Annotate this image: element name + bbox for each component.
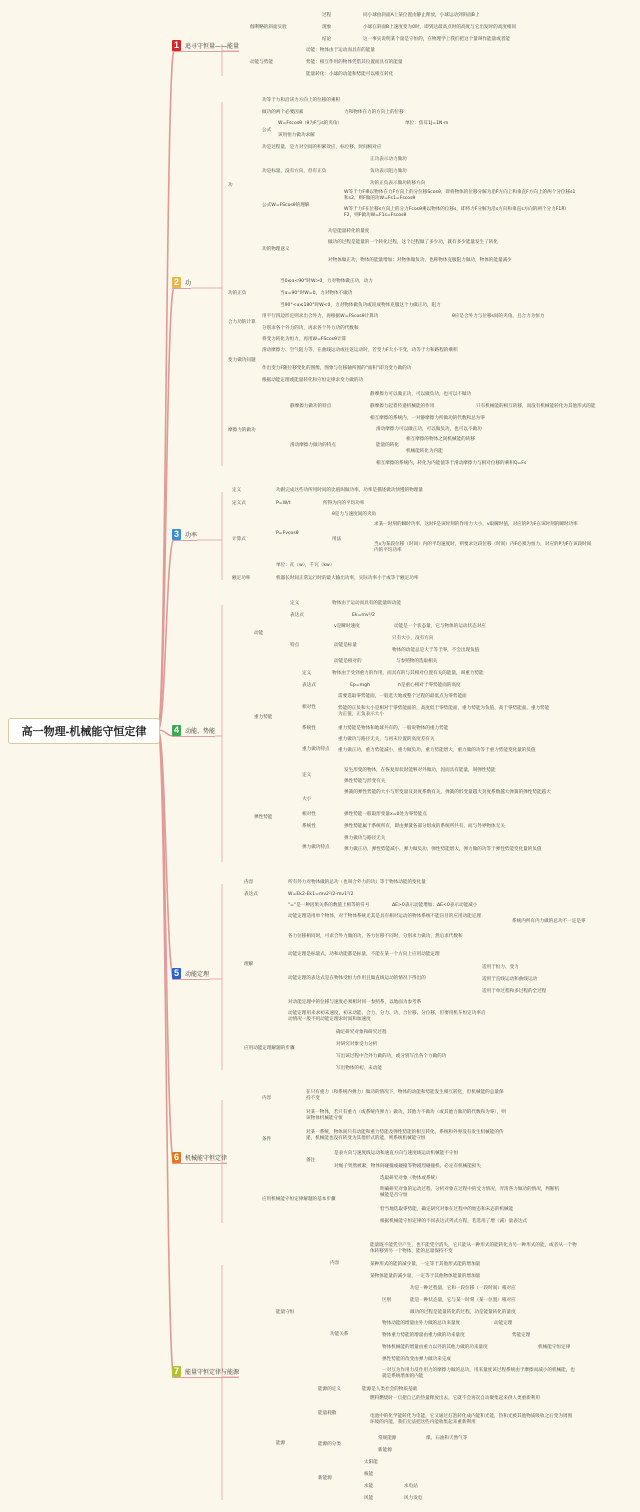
- node: 只有大小，没有方向: [392, 636, 434, 641]
- node: 动能定理适用单个物体，对于物体系统尤其是具有相对运动的物体系统不能盲目的应用动能定理: [288, 914, 481, 919]
- node: 过程: [322, 13, 332, 18]
- node: Ep=mgh: [350, 683, 370, 688]
- topic-number: 5: [173, 968, 179, 978]
- node: 功的正负表示做功转移方向: [370, 181, 426, 186]
- node: 重力势能: [254, 715, 273, 720]
- node: 能量既不能凭空产生，也不能凭空消失，它只能从一种形式的能转化为另一种形式的能，或者从一个物体转移到另一个物体，能的总量保持不变: [370, 1243, 577, 1254]
- node: 机器长时间正常运行时的最大输出功率，实际功率小于或等于额定功率: [276, 576, 419, 581]
- node: 这一事实说明某个量是守恒的，在物理学上我们把这个量叫作能量或者能: [363, 37, 511, 42]
- node: 动能与势能: [250, 60, 273, 65]
- topic-number: 4: [173, 725, 179, 735]
- node: 功等于力和沿该力方向上的位移的乘积: [262, 98, 341, 103]
- node: 功跟完成这些功所用时间的比值叫做功率，功率是描述做功快慢的物理量: [276, 488, 424, 493]
- topic-label: 功: [185, 279, 192, 287]
- node: 风能: [364, 1496, 374, 1501]
- node: 弹性势能: [254, 815, 273, 820]
- node: 发生形变的物体，在恢复原状时能够对外做功，因而具有能量，叫弹性势能: [344, 768, 496, 773]
- node: 物体由于运动而具有的能量叫动能: [332, 601, 401, 606]
- node: h是重心相对于零势能面的高度: [398, 683, 461, 688]
- node: 根据机械能守恒定律的不同表达式列式方程，若选用了增（减）量表达式: [380, 1219, 528, 1224]
- node: 作出变力F随位移变化的图像，图象与位移轴所围的"面积"即为变力做的功: [262, 366, 412, 371]
- node: 能是一种状态量，它与某一时刻（某一位置）相对应: [410, 1298, 516, 1303]
- node: 功是一种过程量，它和一段位移（一段时间）相对应: [410, 1286, 516, 1291]
- node: 势能定理: [512, 1333, 531, 1338]
- node: 相对性: [302, 812, 316, 817]
- topic-number: 1: [173, 40, 179, 50]
- node: 明确研究对象的运动过程，分析对象在过程中的受力情况，弄清各力做功的情况，判断机械能是否守恒: [380, 1187, 560, 1198]
- topic-6: [172, 1151, 227, 1164]
- node: 静摩擦力起着传递机械能的作用: [370, 404, 435, 409]
- topic-label: 动能定理: [185, 970, 210, 978]
- node: 相互摩擦的系统内，转化为内能值等于滑动摩擦力与相对位移的乘积Q=Fs: [376, 461, 527, 466]
- topic-label: 能量守恒定律与能源: [185, 1368, 240, 1376]
- node: 重力势能是物体和地球共有的，一般说物体的重力势能: [338, 726, 449, 731]
- topic-label: 动能、势能: [185, 727, 216, 735]
- topic-number: 7: [173, 1366, 179, 1376]
- topic-5: [172, 967, 209, 980]
- node: 根据动能定理或能量转化和守恒定律求变力做的功: [262, 378, 364, 383]
- node: 功的正负: [228, 291, 247, 296]
- root-title: 高一物理-机械能守恒定律: [8, 718, 160, 744]
- topic-label: 追寻守恒量——能量: [185, 42, 240, 50]
- node: 常规能源: [378, 1436, 397, 1441]
- node: 用平行四边形定则求出合外力，再根据W=FScosθ计算功: [262, 314, 379, 319]
- node: 摩擦力的做功: [228, 428, 256, 433]
- node: 定义式: [232, 501, 246, 506]
- node: 同小球由斜面A上某位置由静止释放，小球运动到斜面B上: [363, 13, 480, 18]
- node: 做功的过程是能量转化的过程，功是能量转化的量度: [410, 1310, 516, 1315]
- node: 弹力做功与路径无关: [344, 836, 386, 841]
- node: 物体动能的增量由外力做的总功来量度: [382, 1321, 461, 1326]
- node: 正功表示动力做功: [370, 157, 407, 162]
- node: 现象: [322, 25, 332, 30]
- node: 能源的分类: [318, 1442, 341, 1447]
- node: 相互摩擦的系统内，一对静摩擦力所做功的代数和总为零: [370, 416, 485, 421]
- node: 对某一系统，物体间只有动能和重力势能及弹性势能的相互转化，系统和外界没有发生机械能的传递，机械能也没有转变为其他形式的能，则系统机械能守恒: [306, 1130, 504, 1141]
- node: 动能：物体由于运动而具有的能量: [306, 48, 375, 53]
- node: 机械能转化为内能: [406, 449, 443, 454]
- node: 只有机械能的相互转移，而没有机械能转化为其他形式的能: [476, 404, 596, 409]
- node: 定义: [302, 773, 312, 778]
- node: 弹力做正功，弹性势能减小，弹力做负功，弹性势能增大，弹力做的功等于弹性势能变化量的负值: [344, 847, 542, 852]
- node: 对绳子突然被紧，物体间碰撞或碰撞等物剧烈碰撞机，必定有机械能损失: [334, 1164, 482, 1169]
- node: 选取研究对象（物体或系统）: [380, 1176, 440, 1181]
- node: 相对性: [302, 705, 316, 710]
- node: 滑动摩擦力做功的特点: [290, 443, 336, 448]
- node: W=Fscosθ（θ为F与s的夹角）: [278, 121, 342, 126]
- node: 适用于直线运动和曲线运动: [482, 977, 538, 982]
- node: 条件: [262, 1137, 272, 1142]
- node: 能量的转化: [376, 443, 399, 448]
- node: 功的物理意义: [262, 247, 290, 252]
- topic-number: 2: [173, 277, 179, 287]
- node: 动能是标量: [334, 643, 357, 648]
- node: 燃料燃烧时一旦把自己的热量释放出去，它就不会再次自动聚集起来供人类重新利用: [370, 1396, 540, 1401]
- node: 变力做功问题: [228, 358, 256, 363]
- node: 重力做正功，重力势能减小，重力做负功，重力势能增大，重力做的功等于重力势能变化量的负值: [338, 748, 536, 753]
- node: 做功的过程是能量的一个转化过程，这个过程做了多少功，就有多少能量发生了转化: [328, 240, 498, 245]
- node: 滑动摩擦力可以做正功，可以做负功，也可以不做功: [376, 427, 482, 432]
- node: θ应是合外力与位移s间的夹角，且合力为恒力: [452, 314, 545, 319]
- node: 特点: [290, 643, 300, 648]
- node: 用法: [332, 537, 342, 542]
- topic-label: 功率: [185, 531, 198, 539]
- node: 能源是人类社会的物质基础: [362, 1387, 418, 1392]
- node: 该用恒力做功求解: [278, 133, 315, 138]
- topic-number: 6: [173, 1152, 179, 1162]
- node: 小球在斜面B上速度变为0时，即到达最高点时的高度与它出发时的高度相同: [363, 25, 517, 30]
- node: 动能定理用来求初末速度、初末动能、合力、分力、功、合位移、分位移，但要用机车恒定功率启动情况一般不用动能定理求时间和加速度: [288, 1011, 486, 1022]
- node: 弹性势能一般取形变量x=0处为零势能点: [344, 812, 427, 817]
- node: 当90°<α≤180°时W<0，力对物体做负功或说成物体克服这个力做正功，阻力: [280, 303, 441, 308]
- node: 电池中的化学能转化为电能，它又通过灯泡转化成内能和光能，热和光被其他物质吸收之后变为周围环境的内能，我们无法把这些内能收集起来重新利用: [370, 1414, 573, 1425]
- node: 新能源: [378, 1448, 392, 1453]
- node: 需要选取零势能面，一般选大地或整个过程的最低点为零势能面: [338, 694, 467, 699]
- node: 新能源: [318, 1476, 332, 1481]
- node: 表达式: [290, 613, 304, 618]
- topic-number: 3: [173, 529, 179, 539]
- node: 静摩擦力做功的特点: [290, 404, 332, 409]
- node: 与参照物的选取相关: [396, 659, 438, 664]
- node: 定义: [290, 601, 300, 606]
- node: 确定研究对象和研究过程: [336, 1030, 387, 1035]
- node: 单位：瓦（w），千瓦（kw）: [276, 563, 335, 568]
- connector: [158, 730, 174, 1377]
- node: 机械能守恒定律: [538, 1345, 571, 1350]
- node: 适用于单过程和多过程的全过程: [482, 989, 547, 994]
- node: 写出物体的初、末动能: [336, 1066, 382, 1071]
- node: 内容: [262, 1096, 272, 1101]
- node: 弹力做功特点: [302, 845, 330, 850]
- node: 物体的动能总是大于等于零，不会出现负值: [392, 648, 480, 653]
- node: 单位：焦耳1J=1N·m: [405, 121, 449, 126]
- node: 对某一物体，若只有重力（或系统内弹力）做功，其他力不做功（或其他力做功的代数和为零），则该物体机械能守恒: [306, 1110, 506, 1121]
- node: 是表方向与速度线运动和速直方向与速度线运动机械能不守恒: [334, 1151, 459, 1156]
- node: 某种形式的能的减少量，一定等于其他形式能的增加量: [370, 1262, 481, 1267]
- node: 结论: [322, 37, 332, 42]
- node: 能量守恒: [276, 1310, 295, 1315]
- node: 弹性势能与形变有关: [344, 779, 386, 784]
- node: v是瞬时速度: [334, 624, 360, 629]
- node: 合力功的计算: [228, 320, 256, 325]
- node: 分别求各个外力的功，再求各个外力功的代数和: [262, 326, 359, 331]
- node: 恰当地选取零势能，确定研究对象在过程中的始态和末态的机械能: [380, 1207, 514, 1212]
- node: 物体由于受到重力的作用，而具有的与其相对位置有关的能量，叫重力势能: [332, 671, 484, 676]
- node: 定义: [302, 671, 312, 676]
- node: 备注: [306, 1158, 316, 1163]
- node: 公式: [262, 128, 272, 133]
- node: 能量耗散: [318, 1411, 337, 1416]
- node: 应用动能定理解题的步骤: [244, 1046, 295, 1051]
- node: 煤、石油和天然气等: [426, 1436, 468, 1441]
- node: 动能定理是标量式，功和动能都是标量，不能在某一个方向上应用动能定理: [288, 952, 440, 957]
- node: 能源: [276, 1441, 286, 1446]
- node: 核能: [364, 1472, 374, 1477]
- node: P=Fvcosθ: [276, 531, 299, 536]
- node: 物体重力势能的增量由重力做的功来量度: [382, 1333, 465, 1338]
- node: 当0≤α<90°时W>0，力对物体做正功，动力: [280, 279, 373, 284]
- topic-3: [172, 528, 197, 541]
- node: 物体机械能的增量由重力以外的其他力做的功来量度: [382, 1345, 488, 1350]
- node: 负功表示阻力做功: [370, 169, 407, 174]
- node: 功: [228, 183, 233, 188]
- node: W=Ek2-Ek1=mv2²/2-mv1²/2: [288, 892, 354, 897]
- node: 对研究对象受力分析: [336, 1042, 378, 1047]
- node: 理解: [244, 962, 254, 967]
- node: 内容: [244, 880, 254, 885]
- topic-4: [172, 724, 215, 737]
- node: 弹性势能的改变由弹力做功来完成: [382, 1357, 451, 1362]
- node: 功能关系: [330, 1332, 349, 1337]
- node: 系统内所有内力做的总功不一定是零: [512, 919, 586, 924]
- node: 将变力转化为恒力，再用W=FScosθ计算: [262, 337, 347, 342]
- node: 计算式: [232, 537, 246, 542]
- node: 在只有重力（和系统内弹力）做功的情况下，物体的动能和势能发生相互转化，但机械能的总量保持不变: [306, 1090, 504, 1101]
- node: 功是能量转化的量度: [328, 229, 370, 234]
- node: 一对互为作用力反作用力的摩擦力做的总功，用来量度该过程系统由于摩擦而减小的机械能，也就是系统增加的内能: [382, 1368, 575, 1379]
- node: 功是标量，没有方向，但有正负: [262, 169, 327, 174]
- node: 所有外力对物体做的总功（也叫合外力的功）等于物体动能的变化量: [288, 880, 426, 885]
- node: 动能是相对的: [334, 659, 362, 664]
- node: 弹性势能属于系统所有，即由弹簧各部分组成的系统所共有，而与外界物体无关: [344, 824, 505, 829]
- node: 某物体能量的减少量，一定等于其他物体能量的增加量: [370, 1274, 481, 1279]
- node: 系统性: [302, 726, 316, 731]
- node: 各力位移相同时，可求合外力做的功，各力位移不同时，分别求力做功，然后求代数和: [288, 934, 463, 939]
- node: 表达式: [302, 683, 316, 688]
- node: "="是一种因果关系的数值上相等的符号: [288, 903, 370, 908]
- node: 太阳能: [364, 1460, 378, 1465]
- node: 功是过程量，是力对空间的积累效应，标位移、时间相对应: [262, 145, 382, 150]
- node: 定义: [232, 488, 242, 493]
- node: P=W/t: [276, 501, 291, 506]
- node: 相互摩擦的物体之间机械能的转移: [406, 437, 475, 442]
- node: 应用机械能守恒定律解题的基本步骤: [262, 1197, 336, 1202]
- node: 弹簧的弹性势能的大小与形变量及劲度系数有关，弹簧的形变量越大劲度系数越大弹簧的弹性势能越大: [344, 790, 551, 795]
- node: 滑动摩擦力、空气阻力等，在曲线运动或往返运动时，若变力F大小不变，功等于力和路程的乘积: [262, 348, 458, 353]
- node: 动能: [254, 631, 264, 636]
- node: 系统性: [302, 824, 316, 829]
- node: Ek=mv²/2: [352, 613, 375, 618]
- node: 水能: [364, 1484, 374, 1489]
- topic-label: 机械能守恒定律: [185, 1154, 228, 1162]
- node: 动能定理的表达式是在物体受恒力作用且做直线运动的情况下得出的: [288, 976, 426, 981]
- node: ΔE>0表示动能增加；ΔE<0表示动能减小: [392, 903, 478, 908]
- topic-7: [172, 1365, 239, 1378]
- node: 当v为某段位移（时间）内的平均速度时，则要求这段位移（时间）内F必须为恒力，对应的P为F在该段时间内的平均功率: [374, 542, 592, 553]
- topic-2: [172, 276, 191, 289]
- node: 写出该过程中合外力做的功，或分别写出各个力做的功: [336, 1054, 447, 1059]
- node: 所得为内的平均功率: [323, 501, 365, 506]
- node: 求某一时刻的瞬时功率，这时F是该时刻的作用力大小，v取瞬时值，对应的P为F在该时刻的瞬时功率: [374, 522, 578, 527]
- node: 适用于恒力、变力: [482, 965, 519, 970]
- node: 区别: [382, 1298, 392, 1303]
- node: 势能的正负和大小是相对于零势能面的，高度低于零势能面，重力势能为负值，高于零势能面，重力势能为正值，正负表示大小: [338, 706, 550, 717]
- node: 动能是一个状态量，它与物体的运动状态对应: [394, 624, 486, 629]
- node: 对物体做正功，物体的能量增加；对物体做负功，也称物体克服阻力做功，物体的能量减少: [328, 258, 512, 263]
- node: 当α=90°时W=0，力对物体不做功: [280, 291, 353, 296]
- node: 做功的两个必要因素: [262, 110, 304, 115]
- node: 对动能定理中的位移与速度必须相对同一参照系，以地面为参考系: [288, 1000, 422, 1005]
- node: 大小: [302, 797, 312, 802]
- node: 表达式: [244, 892, 258, 897]
- node: 力和物体在力的方向上的位移: [344, 110, 404, 115]
- node: 动能定理: [494, 1321, 513, 1326]
- node: 势能：相互作用的物体凭借其位置而具有的能量: [306, 60, 403, 65]
- node: W等于力F在位移s方向上的分力Fcosθ乘以物体的位移s，即将力F分解为沿s方向和垂直s方向的两个分力F1和F2，则F做功W=F1s=Fscosθ: [344, 207, 566, 218]
- node: 伽利略的斜面实验: [250, 25, 287, 30]
- node: 内容: [330, 1261, 340, 1266]
- node: 能源的定义: [318, 1387, 341, 1392]
- topic-1: [172, 39, 239, 52]
- node: 能量转化：小球的动能和势能可以相互转化: [306, 72, 394, 77]
- node: 重力做功与路径无关，与初末位置的高度差有关: [338, 737, 435, 742]
- node: 额定功率: [232, 576, 251, 581]
- node: 风力发电: [404, 1496, 423, 1501]
- node: 水电站: [404, 1484, 418, 1489]
- node: 重力做功特点: [302, 747, 330, 752]
- node: W等于力F乘以物体在力F方向上的分位移Scosθ，即将物体的位移分解为沿F方向上和垂直F方向上的两个分位移s1和s2，则F做的功W=Fs1=Fscosθ: [344, 190, 576, 201]
- node: 公式W=FScosθ的理解: [262, 203, 310, 208]
- node: 静摩擦力可以做正功，可以做负功，也可以不做功: [370, 392, 472, 397]
- node: θ是力与速度间的夹角: [332, 512, 377, 517]
